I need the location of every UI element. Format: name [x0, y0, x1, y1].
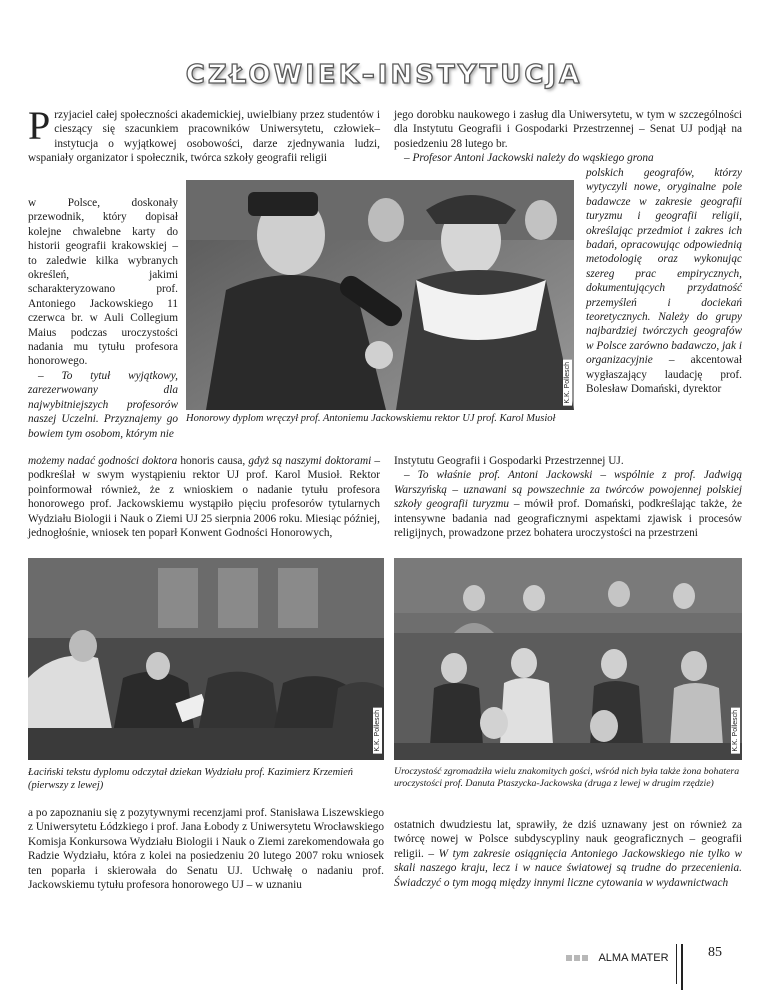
column-right-narrow	[586, 166, 742, 397]
footer-square	[566, 955, 572, 961]
column-right-lower	[394, 454, 742, 540]
left-photo-caption: Łaciński tekstu dyplomu odczytał dziekan Wydziału prof. Kazimierz Krzemień (pierwszy z lewej)	[28, 767, 353, 791]
column-left-narrow	[28, 196, 178, 441]
footer	[566, 945, 746, 972]
column-right-bottom	[394, 818, 742, 890]
drop-cap: P	[28, 103, 51, 148]
paragraph: w Polsce, doskonały przewodnik, który dopisał kolejne chwalebne karty do historii geografii krakowskiej – to zaledwie kilka wybranych określeń, jakimi scharakteryzowano prof. Antoniego Jackowskiego 11 czerwca br. w Auli Collegium Maius podczas uroczystości nadania mu tytułu profesora honorowego.	[28, 197, 178, 368]
left-photo	[28, 558, 384, 760]
main-photo-caption: Honorowy dyplom wręczył prof. Antoniemu Jackowskiemu rektor UJ prof. Karol Musioł	[186, 413, 556, 424]
paragraph-text: ostatnich dwudziestu lat, sprawiły, że dziś uznawany jest on również za twórcę nowej w Polsce subdyscypliny nauk geograficznych – geografii religii. –	[394, 819, 742, 860]
column-left-bottom	[28, 806, 384, 892]
page-number: 85	[708, 945, 722, 960]
column-left-lower	[28, 454, 380, 540]
right-photo-caption: Uroczystość zgromadziła wielu znakomitych gości, wśród nich była także żona bohatera uroczystości prof. Danuta Ptaszycka-Jackowska (druga z lewej w drugim rzędzie)	[394, 766, 740, 790]
photo-audience	[394, 558, 742, 760]
column-right-top	[394, 108, 742, 166]
footer-divider	[676, 944, 677, 984]
paragraph-text: – mówił prof. Domański, podkreślając także, że intensywne badania nad geograficznymi aspektami zjawisk i procesów religijnych, prowadzone przez bohatera uroczystości na przestrzeni	[394, 498, 743, 540]
paragraph: a po zapoznaniu się z pozytywnymi recenzjami prof. Stanisława Liszewskiego z Uniwersytetu Łódzkiego i prof. Jana Łobody z Uniwersytetu Wrocławskiego Komisja Konkursowa Wydziału Biologii i Nauk o Ziemi zarekomendowała go Radzie Wydziału, która z kolei na posiedzeniu 20 lutego 2007 roku wniosek ten poparła i skierowała do Senatu UJ. Uchwałę o nadaniu prof. Jackowskiemu tytułu profesora honorowego UJ – w uznaniu	[28, 807, 384, 892]
photo-ceremony-handshake	[186, 180, 574, 410]
quote-text: W tym zakresie osiągnięcia Antoniego Jackowskiego nie tylko w skali naszego kraju, lecz i w nauce światowej są trudne do przecenienia. Świadczyć o tym mogą między innymi liczne cytowania w wydawnictwach	[394, 847, 742, 889]
main-photo	[186, 180, 574, 410]
photo-credit: K.K. Pollesch	[732, 710, 739, 752]
column-left-top	[28, 103, 380, 166]
quote-paragraph: – Profesor Antoni Jackowski należy do wąskiego grona	[404, 152, 654, 165]
quote-text: polskich geografów, którzy wytyczyli nowe, oryginalne pole badawcze w zakresie geografii turyzmu i geografii religii, określając przedmiot i zakres ich badań, opracowując odpowiednią metodologię oraz wykonując szereg prac empirycznych, dokumentujących przydatność przemyśleń i dociekań teoretycznych. Należy do grupy najbardziej twórczych geografów w Polsce zarówno badawczo, jak i organizacyjnie	[586, 167, 742, 367]
latin-text: honoris causa	[177, 455, 243, 467]
footer-square	[574, 955, 580, 961]
photo-credit: K.K. Pollesch	[564, 362, 571, 404]
photo-credit: K.K. Pollesch	[374, 710, 381, 752]
quote-paragraph: – To tytuł wyjątkowy, zarezerwowany dla najwybitniejszych profesorów naszej Uczelni. Przyznajemy go bowiem tym osobom, którym nie	[28, 369, 178, 440]
quote-text: możemy nadać godności doktora	[28, 455, 178, 467]
intro-paragraph: rzyjaciel całej społeczności akademickiej, uwielbiany przez studentów i cieszący się szacunkiem pracowników Uniwersytetu, człowiek–instytucja o wyjątkowej osobowości, darze zjednywania ludzi, wspaniały organizator i społecznik, twórca szkoły geografii religii	[28, 109, 380, 165]
photo-diploma-reading	[28, 558, 384, 760]
right-photo	[394, 558, 742, 760]
page-title: CZŁOWIEK–INSTYTUCJA	[185, 60, 583, 90]
footer-divider-thick	[681, 944, 683, 990]
quote-text: , gdyż są naszymi doktorami	[242, 455, 372, 467]
quote-text: – To właśnie prof. Antoni Jackowski – wspólnie z prof. Jadwigą Warszyńską – uznawani są powszechnie za twórców powojennej polskiej szkoły geografii turyzmu	[394, 469, 742, 511]
paragraph: jego dorobku naukowego i zasług dla Uniwersytetu, w tym w szczególności dla Instytutu Geografii i Gospodarki Przestrzennej – Senat UJ podjął na posiedzeniu 28 lutego br.	[394, 109, 742, 150]
magazine-name: ALMA MATER	[598, 952, 669, 964]
paragraph: Instytutu Geografii i Gospodarki Przestrzennej UJ.	[394, 455, 624, 467]
paragraph-text: – akcentował wygłaszający laudację prof. Bolesław Domański, dyrektor	[586, 354, 742, 396]
footer-square	[582, 955, 588, 961]
paragraph-text: – podkreślał w swym wystąpieniu rektor UJ prof. Karol Musioł. Rektor poinformował również, że z wnioskiem o nadanie tytułu profesora honorowego prof. Jackowskiemu wystąpiło pięciu profesorów tytularnych Wydziału Biologii i Nauk o Ziemi UJ 25 sierpnia 2006 roku. Miesiąc później, jednogłośnie, wniosek ten poparł Konwent Godności Honorowych,	[28, 455, 380, 540]
